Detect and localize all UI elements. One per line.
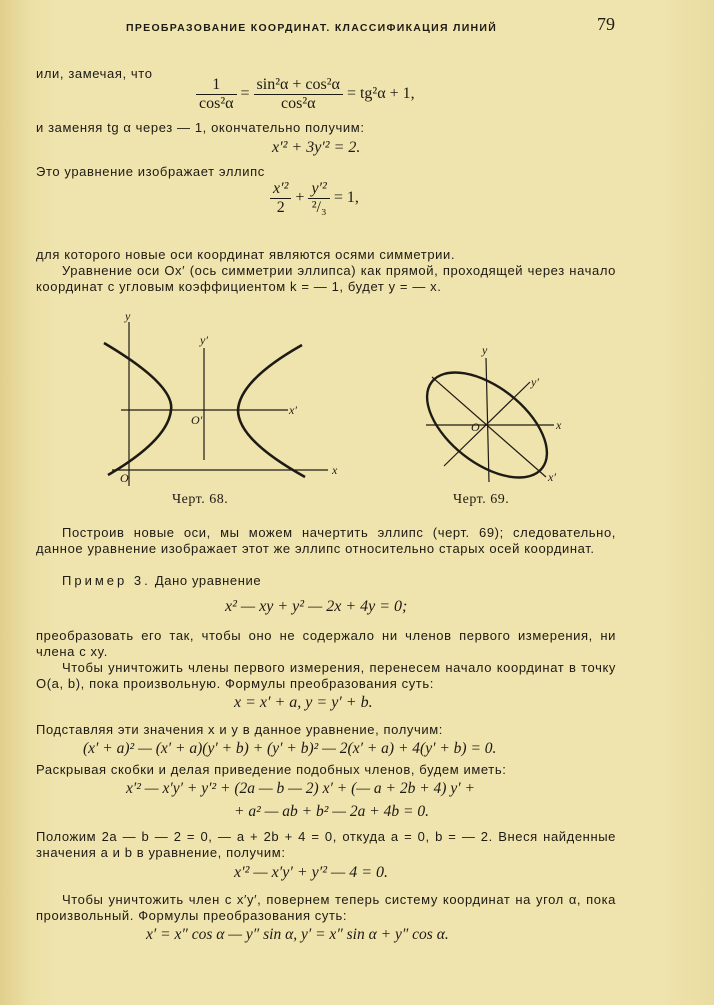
paragraph: Построив новые оси, мы можем начертить эллипс (черт. 69); следовательно, данное уравнение изображает этот же эллипс относительно старых осей координат. [36, 525, 616, 556]
paragraph: Чтобы уничтожить члены первого измерения, перенесем начало координат в точку O(a, b), пока произвольную. Формулы преобразования суть: [36, 660, 616, 691]
svg-text:y: y [482, 343, 488, 357]
paragraph: Положим 2a — b — 2 = 0, — a + 2b + 4 = 0, откуда a = 0, b = — 2. Внеся найденные значения a и b в уравнение, получим: [36, 829, 616, 860]
running-title: ПРЕОБРАЗОВАНИЕ КООРДИНАТ. КЛАССИФИКАЦИЯ ЛИНИЙ [126, 22, 498, 34]
equation: x′² — x′y′ + y′² + (2a — b — 2) x′ + (— a + 2b + 4) y′ + [126, 780, 475, 797]
paragraph: преобразовать его так, чтобы оно не содержало ни членов первого измерения, ни члена с xy. [36, 628, 616, 659]
svg-text:O: O [120, 471, 129, 485]
equation-ellipse: $\frac{\text{x′²}}{2}$ + $\frac{\text{y′²}}{\text{²/₃}}$ = 1, [270, 180, 359, 217]
figure-68-hyperbola [80, 300, 380, 500]
svg-text:y′: y′ [200, 333, 208, 347]
paragraph: Раскрывая скобки и делая приведение подобных членов, будем иметь: [36, 762, 507, 777]
equation: (x′ + a)² — (x′ + a)(y′ + b) + (y′ + b)² — 2(x′ + a) + 4(y′ + b) = 0. [83, 740, 497, 757]
equation: x = x′ + a, y = y′ + b. [234, 694, 373, 711]
paragraph: Уравнение оси Ox′ (ось симметрии эллипса) как прямой, проходящей через начало координат с угловым коэффициентом k = — 1, будет y = — x. [36, 263, 616, 294]
equation: x′² — x′y′ + y′² — 4 = 0. [234, 864, 389, 881]
svg-text:x′: x′ [289, 403, 297, 417]
equation: x² — xy + y² — 2x + 4y = 0; [225, 598, 408, 615]
figure-69-ellipse [390, 330, 590, 490]
paragraph: или, замечая, что [36, 66, 153, 81]
paragraph: Подставляя эти значения x и y в данное уравнение, получим: [36, 722, 443, 737]
svg-text:y: y [125, 309, 131, 323]
svg-text:y′: y′ [531, 375, 539, 389]
svg-text:x: x [332, 463, 338, 477]
paragraph-example: Пример 3. Дано уравнение [62, 573, 262, 588]
paragraph: Чтобы уничтожить член с x′y′, повернем теперь систему координат на угол α, пока произвольный. Формулы преобразования суть: [36, 892, 616, 923]
equation: x′² + 3y′² = 2. [272, 139, 361, 156]
figure-68-caption: Черт. 68. [172, 492, 229, 507]
figure-69-caption: Черт. 69. [453, 492, 510, 507]
svg-text:O: O [471, 420, 480, 434]
svg-text:x′: x′ [548, 470, 556, 484]
equation: x′ = x″ cos α — y″ sin α, y′ = x″ sin α + y″ cos α. [146, 926, 449, 943]
paragraph: для которого новые оси координат являются осями симметрии. [36, 247, 456, 262]
page-number: 79 [597, 14, 615, 34]
svg-text:O′: O′ [191, 413, 203, 427]
svg-text:x: x [556, 418, 562, 432]
paragraph: и заменяя tg α через — 1, окончательно получим: [36, 120, 365, 135]
equation: + a² — ab + b² — 2a + 4b = 0. [234, 803, 429, 820]
paragraph: Это уравнение изображает эллипс [36, 164, 265, 179]
equation-tangent-identity: $\frac{1}{\text{cos²α}}$ = $\frac{\text{sin²α + cos²α}}{\text{cos²α}}$ = tg²α + 1, [196, 76, 415, 113]
